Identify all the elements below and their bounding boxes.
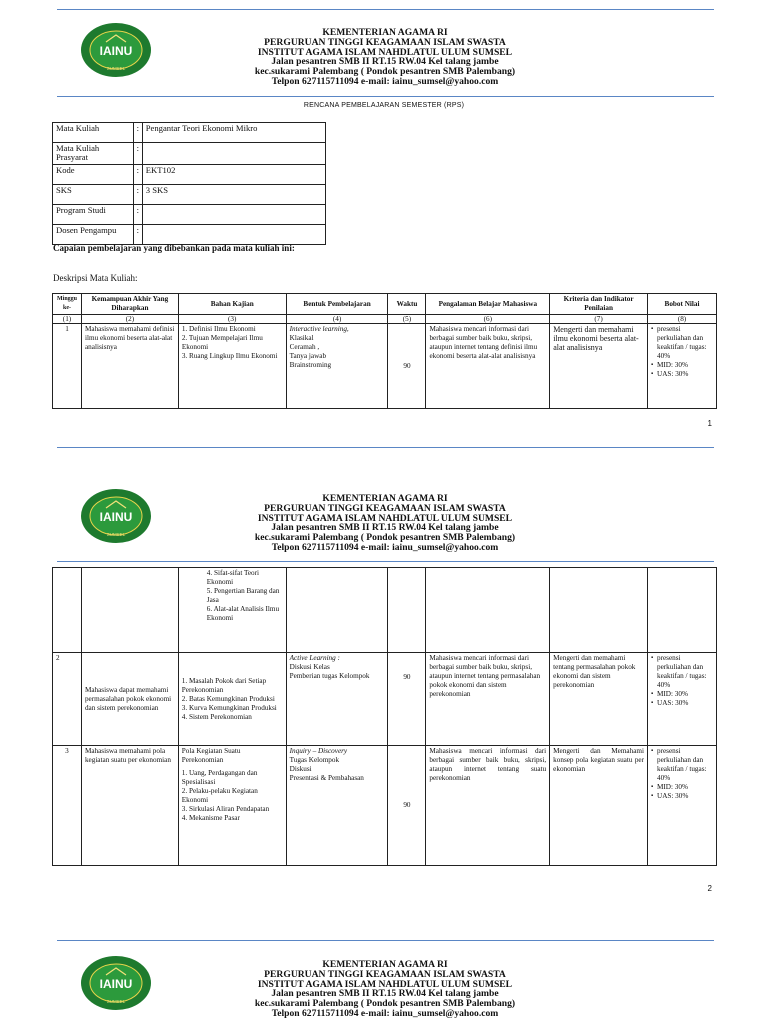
kriteria-cell: Mengerti dan Memahami konsep pola kegiatan suatu per ekonomian [550, 746, 648, 866]
table-row [53, 746, 717, 866]
bahan-item: 2. Tujuan Mempelajari Ilmu Ekonomi [181, 334, 263, 351]
col-header-pengalaman: Pengalaman Belajar Mahasiswa [426, 294, 550, 315]
bahan-item: Pola Kegiatan Suatu Perekonomian [181, 747, 241, 764]
deskripsi-heading: Deskripsi Mata Kuliah: [53, 273, 138, 283]
bahan-item: 3. Kurva Kemungkinan Produksi [181, 703, 277, 712]
bahan-cell [178, 746, 286, 866]
info-label: Dosen Pengampu [53, 224, 134, 244]
col-header-waktu: Waktu [388, 294, 426, 315]
kemampuan-cell: Mahasiswa dapat memahami permasalahan pokok ekonomi dan sistem perekonomian [81, 653, 178, 746]
kriteria-cell: Mengerti dan memahami ilmu ekonomi beserta alat-alat analisisnya [550, 324, 648, 409]
header-line-2: PERGURUAN TINGGI KEAGAMAAN ISLAM SWASTA [264, 968, 506, 980]
bobot-item: ▪ MID: 30% [651, 361, 713, 370]
logo-sub: SUMSEL [106, 532, 126, 537]
bahan-item: 4. Mekanisme Pasar [181, 814, 240, 822]
bentuk-item: Pemberian tugas Kelompok [289, 672, 370, 680]
bentuk-cell [286, 746, 388, 866]
info-value [142, 204, 325, 224]
header-line-2: PERGURUAN TINGGI KEAGAMAAN ISLAM SWASTA [264, 36, 506, 48]
week-cell: 1 [53, 324, 82, 409]
table-row [53, 653, 717, 746]
rps-table-page-1 [52, 293, 717, 409]
header-line-5: kec.sukarami Palembang ( Pondok pesantren SMB Palembang) [254, 532, 516, 544]
table-row [53, 324, 717, 409]
bahan-cell [178, 324, 286, 409]
header-line-2: PERGURUAN TINGGI KEAGAMAAN ISLAM SWASTA [264, 502, 506, 514]
bentuk-item: Tugas Kelompok [289, 756, 340, 764]
week-cell: 2 [53, 653, 82, 746]
bentuk-item: Brainstroming [289, 361, 332, 369]
page-number: 1 [707, 419, 712, 428]
bobot-item: ▪ UAS: 30% [651, 699, 713, 708]
bahan-item: 5. Pengertian Barang dan Jasa [206, 587, 280, 604]
info-sep: : [133, 204, 142, 224]
kemampuan-cell [81, 568, 178, 653]
waktu-cell: 90 [388, 746, 426, 866]
header-top-rule [57, 9, 714, 10]
bahan-item: 1. Uang, Perdagangan dan Spesialisasi [181, 769, 258, 786]
header-top-rule [57, 940, 714, 941]
waktu-cell [388, 568, 426, 653]
institution-header [170, 494, 600, 553]
info-sep: : [133, 123, 142, 143]
bobot-item: ▪ MID: 30% [651, 690, 713, 699]
bahan-item: 3. Ruang Lingkup Ilmu Ekonomi [181, 352, 278, 360]
header-line-4: Jalan pesantren SMB II RT.15 RW.04 Kel talang jambe [271, 56, 499, 68]
info-value [142, 224, 325, 244]
bentuk-title: Inquiry – Discovery [289, 747, 348, 755]
bentuk-item: Presentasi & Pembahasan [289, 774, 364, 782]
bentuk-cell [286, 653, 388, 746]
bentuk-title: Active Learning : [289, 654, 340, 662]
kriteria-cell: Mengerti dan memahami tentang permasalahan pokok ekonomi dan sistem perekonomian [550, 653, 648, 746]
logo-sub: SUMSEL [106, 66, 126, 71]
col-number: (5) [388, 315, 426, 324]
bentuk-item: Klasikal [289, 334, 314, 342]
logo-sub: SUMSEL [106, 999, 126, 1004]
info-sep: : [133, 224, 142, 244]
header-top-rule [57, 447, 714, 448]
course-info-table [52, 122, 326, 245]
institution-header [170, 28, 600, 87]
info-label: Program Studi [53, 204, 134, 224]
col-number: (3) [178, 315, 286, 324]
header-line-4: Jalan pesantren SMB II RT.15 RW.04 Kel talang jambe [271, 988, 499, 1000]
rps-title: RENCANA PEMBELAJARAN SEMESTER (RPS) [303, 102, 465, 109]
info-value: 3 SKS [142, 184, 325, 204]
info-label: Mata Kuliah Prasyarat [53, 143, 134, 165]
table-row [53, 568, 717, 653]
bobot-item: ▪ presensi perkuliahan dan keaktifan / tugas: 40% [651, 325, 713, 361]
bobot-item: ▪ presensi perkuliahan dan keaktifan / tugas: 40% [651, 654, 713, 690]
pengalaman-cell [426, 568, 550, 653]
pengalaman-cell: Mahasiswa mencari informasi dari berbagai sumber baik buku, skripsi, ataupun internet tentang suatu perekonomian [426, 746, 550, 866]
bobot-cell [648, 746, 717, 866]
header-line-1: KEMENTERIAN AGAMA RI [322, 959, 448, 970]
col-number: (1) [53, 315, 82, 324]
logo-text: IAINU [99, 977, 133, 991]
col-header-bobot: Bobot Nilai [648, 294, 717, 315]
info-sep: : [133, 184, 142, 204]
info-label: SKS [53, 184, 134, 204]
bobot-cell [648, 653, 717, 746]
col-header-bahan: Bahan Kajian [178, 294, 286, 315]
col-number: (2) [81, 315, 178, 324]
week-cell: 3 [53, 746, 82, 866]
col-number: (8) [648, 315, 717, 324]
bobot-item: ▪ presensi perkuliahan dan keaktifan / tugas: 40% [651, 747, 713, 783]
logo-text: IAINU [99, 510, 133, 524]
institution-header [170, 960, 600, 1019]
bahan-cell [178, 653, 286, 746]
col-number: (4) [286, 315, 388, 324]
header-line-5: kec.sukarami Palembang ( Pondok pesantren SMB Palembang) [254, 66, 516, 78]
bentuk-title: Interactive learning, [289, 325, 349, 333]
waktu-cell: 90 [388, 324, 426, 409]
col-header-kriteria: Kriteria dan Indikator Penilaian [550, 294, 648, 315]
bentuk-item: Diskusi [289, 765, 312, 773]
bahan-item: 4. Sifat-sifat Teori Ekonomi [206, 569, 260, 586]
kriteria-cell [550, 568, 648, 653]
header-line-3: INSTITUT AGAMA ISLAM NAHDLATUL ULUM SUMSEL [257, 46, 513, 58]
col-header-kemampuan: Kemampuan Akhir Yang Diharapkan [81, 294, 178, 315]
week-cell [53, 568, 82, 653]
header-line-4: Jalan pesantren SMB II RT.15 RW.04 Kel talang jambe [271, 522, 499, 534]
header-line-5: kec.sukarami Palembang ( Pondok pesantren SMB Palembang) [254, 998, 516, 1010]
info-sep: : [133, 164, 142, 184]
bahan-item: 4. Sistem Perekonomian [181, 712, 252, 721]
iainu-logo [80, 22, 152, 78]
bentuk-item: Diskusi Kelas [289, 663, 330, 671]
col-header-bentuk: Bentuk Pembelajaran [286, 294, 388, 315]
bahan-item: 3. Sirkulasi Aliran Pendapatan [181, 805, 270, 813]
col-number: (6) [426, 315, 550, 324]
bobot-cell [648, 568, 717, 653]
bahan-item: 1. Definisi Ilmu Ekonomi [181, 325, 256, 333]
col-number: (7) [550, 315, 648, 324]
info-value: Pengantar Teori Ekonomi Mikro [142, 123, 325, 143]
info-value [142, 143, 325, 165]
bobot-cell [648, 324, 717, 409]
pengalaman-cell: Mahasiswa mencari informasi dari berbagai sumber baik buku, skripsi, ataupun internet tentang definisi ilmu ekonomi beserta alat-alat analisisnya [426, 324, 550, 409]
info-label: Mata Kuliah [53, 123, 134, 143]
header-line-1: KEMENTERIAN AGAMA RI [322, 493, 448, 504]
header-line-6: Telpon 627115711094 e-mail: iainu_sumsel@yahoo.com [271, 1007, 499, 1019]
col-header-minggu: Minggu ke- [53, 294, 82, 315]
bentuk-item: Tanya jawab [289, 352, 327, 360]
iainu-logo [80, 488, 152, 544]
waktu-cell: 90 [388, 653, 426, 746]
bobot-item: ▪ MID: 30% [651, 783, 713, 792]
header-line-6: Telpon 627115711094 e-mail: iainu_sumsel@yahoo.com [271, 541, 499, 553]
bahan-cell [178, 568, 286, 653]
header-bottom-rule [57, 561, 714, 562]
header-line-1: KEMENTERIAN AGAMA RI [322, 27, 448, 38]
kemampuan-cell: Mahasiswa memahami pola kegiatan suatu per ekonomian [81, 746, 178, 866]
info-label: Kode [53, 164, 134, 184]
bahan-item: 6. Alat-alat Analisis Ilmu Ekonomi [206, 605, 280, 622]
iainu-logo-icon [80, 955, 152, 1011]
header-line-3: INSTITUT AGAMA ISLAM NAHDLATUL ULUM SUMSEL [257, 978, 513, 990]
capaian-heading: Capaian pembelajaran yang dibebankan pada mata kuliah ini: [53, 243, 295, 253]
iainu-logo-icon [80, 22, 152, 78]
pengalaman-cell: Mahasiswa mencari informasi dari berbagai sumber baik buku, skripsi, ataupun internet tentang permasalahan pokok ekonomi dan sistem perekonomian [426, 653, 550, 746]
info-value: EKT102 [142, 164, 325, 184]
rps-table-page-2 [52, 567, 717, 866]
bentuk-cell [286, 324, 388, 409]
header-bottom-rule [57, 96, 714, 97]
bentuk-item: Ceramah , [289, 343, 320, 351]
bahan-item: 2. Batas Kemungkinan Produksi [181, 694, 275, 703]
header-line-6: Telpon 627115711094 e-mail: iainu_sumsel@yahoo.com [271, 75, 499, 87]
bahan-item: 1. Masalah Pokok dari Setiap Perekonomian [181, 676, 267, 694]
iainu-logo [80, 955, 152, 1011]
bahan-item: 2. Pelaku-pelaku Kegiatan Ekonomi [181, 787, 258, 804]
bobot-item: ▪ UAS: 30% [651, 792, 713, 801]
info-sep: : [133, 143, 142, 165]
header-line-3: INSTITUT AGAMA ISLAM NAHDLATUL ULUM SUMSEL [257, 512, 513, 524]
logo-text: IAINU [99, 44, 133, 58]
bentuk-cell [286, 568, 388, 653]
page-number: 2 [707, 884, 712, 893]
bobot-item: ▪ UAS: 30% [651, 370, 713, 379]
iainu-logo-icon [80, 488, 152, 544]
kemampuan-cell: Mahasiswa memahami definisi ilmu ekonomi beserta alat-alat analisisnya [81, 324, 178, 409]
